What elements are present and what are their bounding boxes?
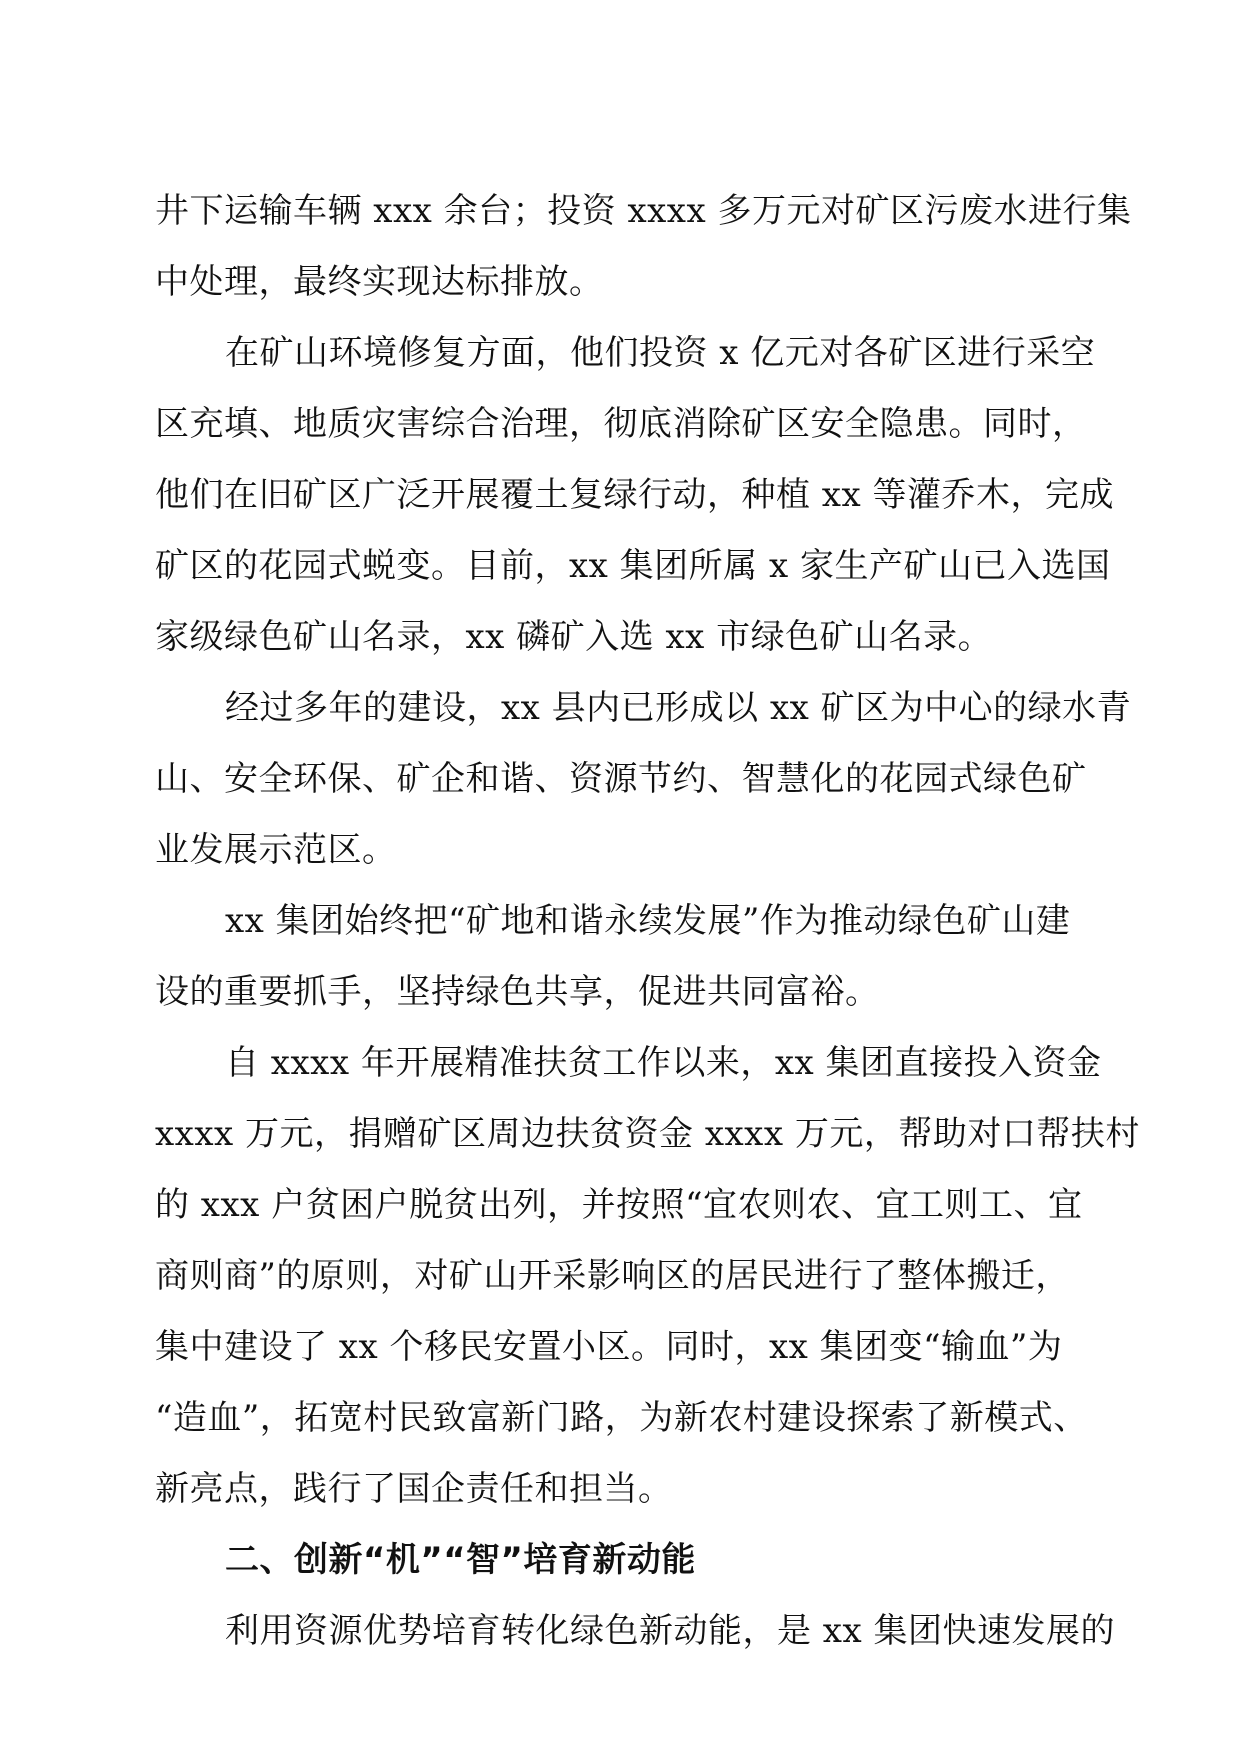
text-line: 商则商”的原则，对矿山开采影响区的居民进行了整体搬迁， xyxy=(155,1256,1070,1296)
paragraph-start: 在矿山环境修复方面，他们投资 x 亿元对各矿区进行采空 xyxy=(225,333,1096,373)
text-line: 新亮点，践行了国企责任和担当。 xyxy=(155,1469,673,1509)
text-line: 业发展示范区。 xyxy=(155,830,397,870)
text-line: 井下运输车辆 xxx 余台；投资 xxxx 多万元对矿区污废水进行集 xyxy=(155,191,1132,231)
text-line: 中处理，最终实现达标排放。 xyxy=(155,262,604,302)
text-line: “造血”，拓宽村民致富新门路，为新农村建设探索了新模式、 xyxy=(155,1398,1088,1438)
paragraph-start: 经过多年的建设，xx 县内已形成以 xx 矿区为中心的绿水青 xyxy=(225,688,1132,728)
text-line: 家级绿色矿山名录，xx 磷矿入选 xx 市绿色矿山名录。 xyxy=(155,617,993,657)
paragraph-start: 自 xxxx 年开展精准扶贫工作以来，xx 集团直接投入资金 xyxy=(225,1043,1102,1083)
text-line: 区充填、地质灾害综合治理，彻底消除矿区安全隐患。同时， xyxy=(155,404,1087,444)
text-line: 矿区的花园式蜕变。目前，xx 集团所属 x 家生产矿山已入选国 xyxy=(155,546,1111,586)
text-line: 山、安全环保、矿企和谐、资源节约、智慧化的花园式绿色矿 xyxy=(155,759,1087,799)
text-line: 集中建设了 xx 个移民安置小区。同时，xx 集团变“输血”为 xyxy=(155,1327,1063,1367)
text-line: 他们在旧矿区广泛开展覆土复绿行动，种植 xx 等灌乔木，完成 xyxy=(155,475,1114,515)
text-line: xxxx 万元，捐赠矿区周边扶贫资金 xxxx 万元，帮助对口帮扶村 xyxy=(155,1114,1140,1154)
paragraph-start: 利用资源优势培育转化绿色新动能，是 xx 集团快速发展的 xyxy=(225,1611,1115,1651)
paragraph-start: xx 集团始终把“矿地和谐永续发展”作为推动绿色矿山建 xyxy=(225,901,1071,941)
text-line: 的 xxx 户贫困户脱贫出列，并按照“宜农则农、宜工则工、宜 xyxy=(155,1185,1083,1225)
text-line: 设的重要抓手，坚持绿色共享，促进共同富裕。 xyxy=(155,972,880,1012)
section-heading: 二、创新“机”“智”培育新动能 xyxy=(225,1540,696,1580)
